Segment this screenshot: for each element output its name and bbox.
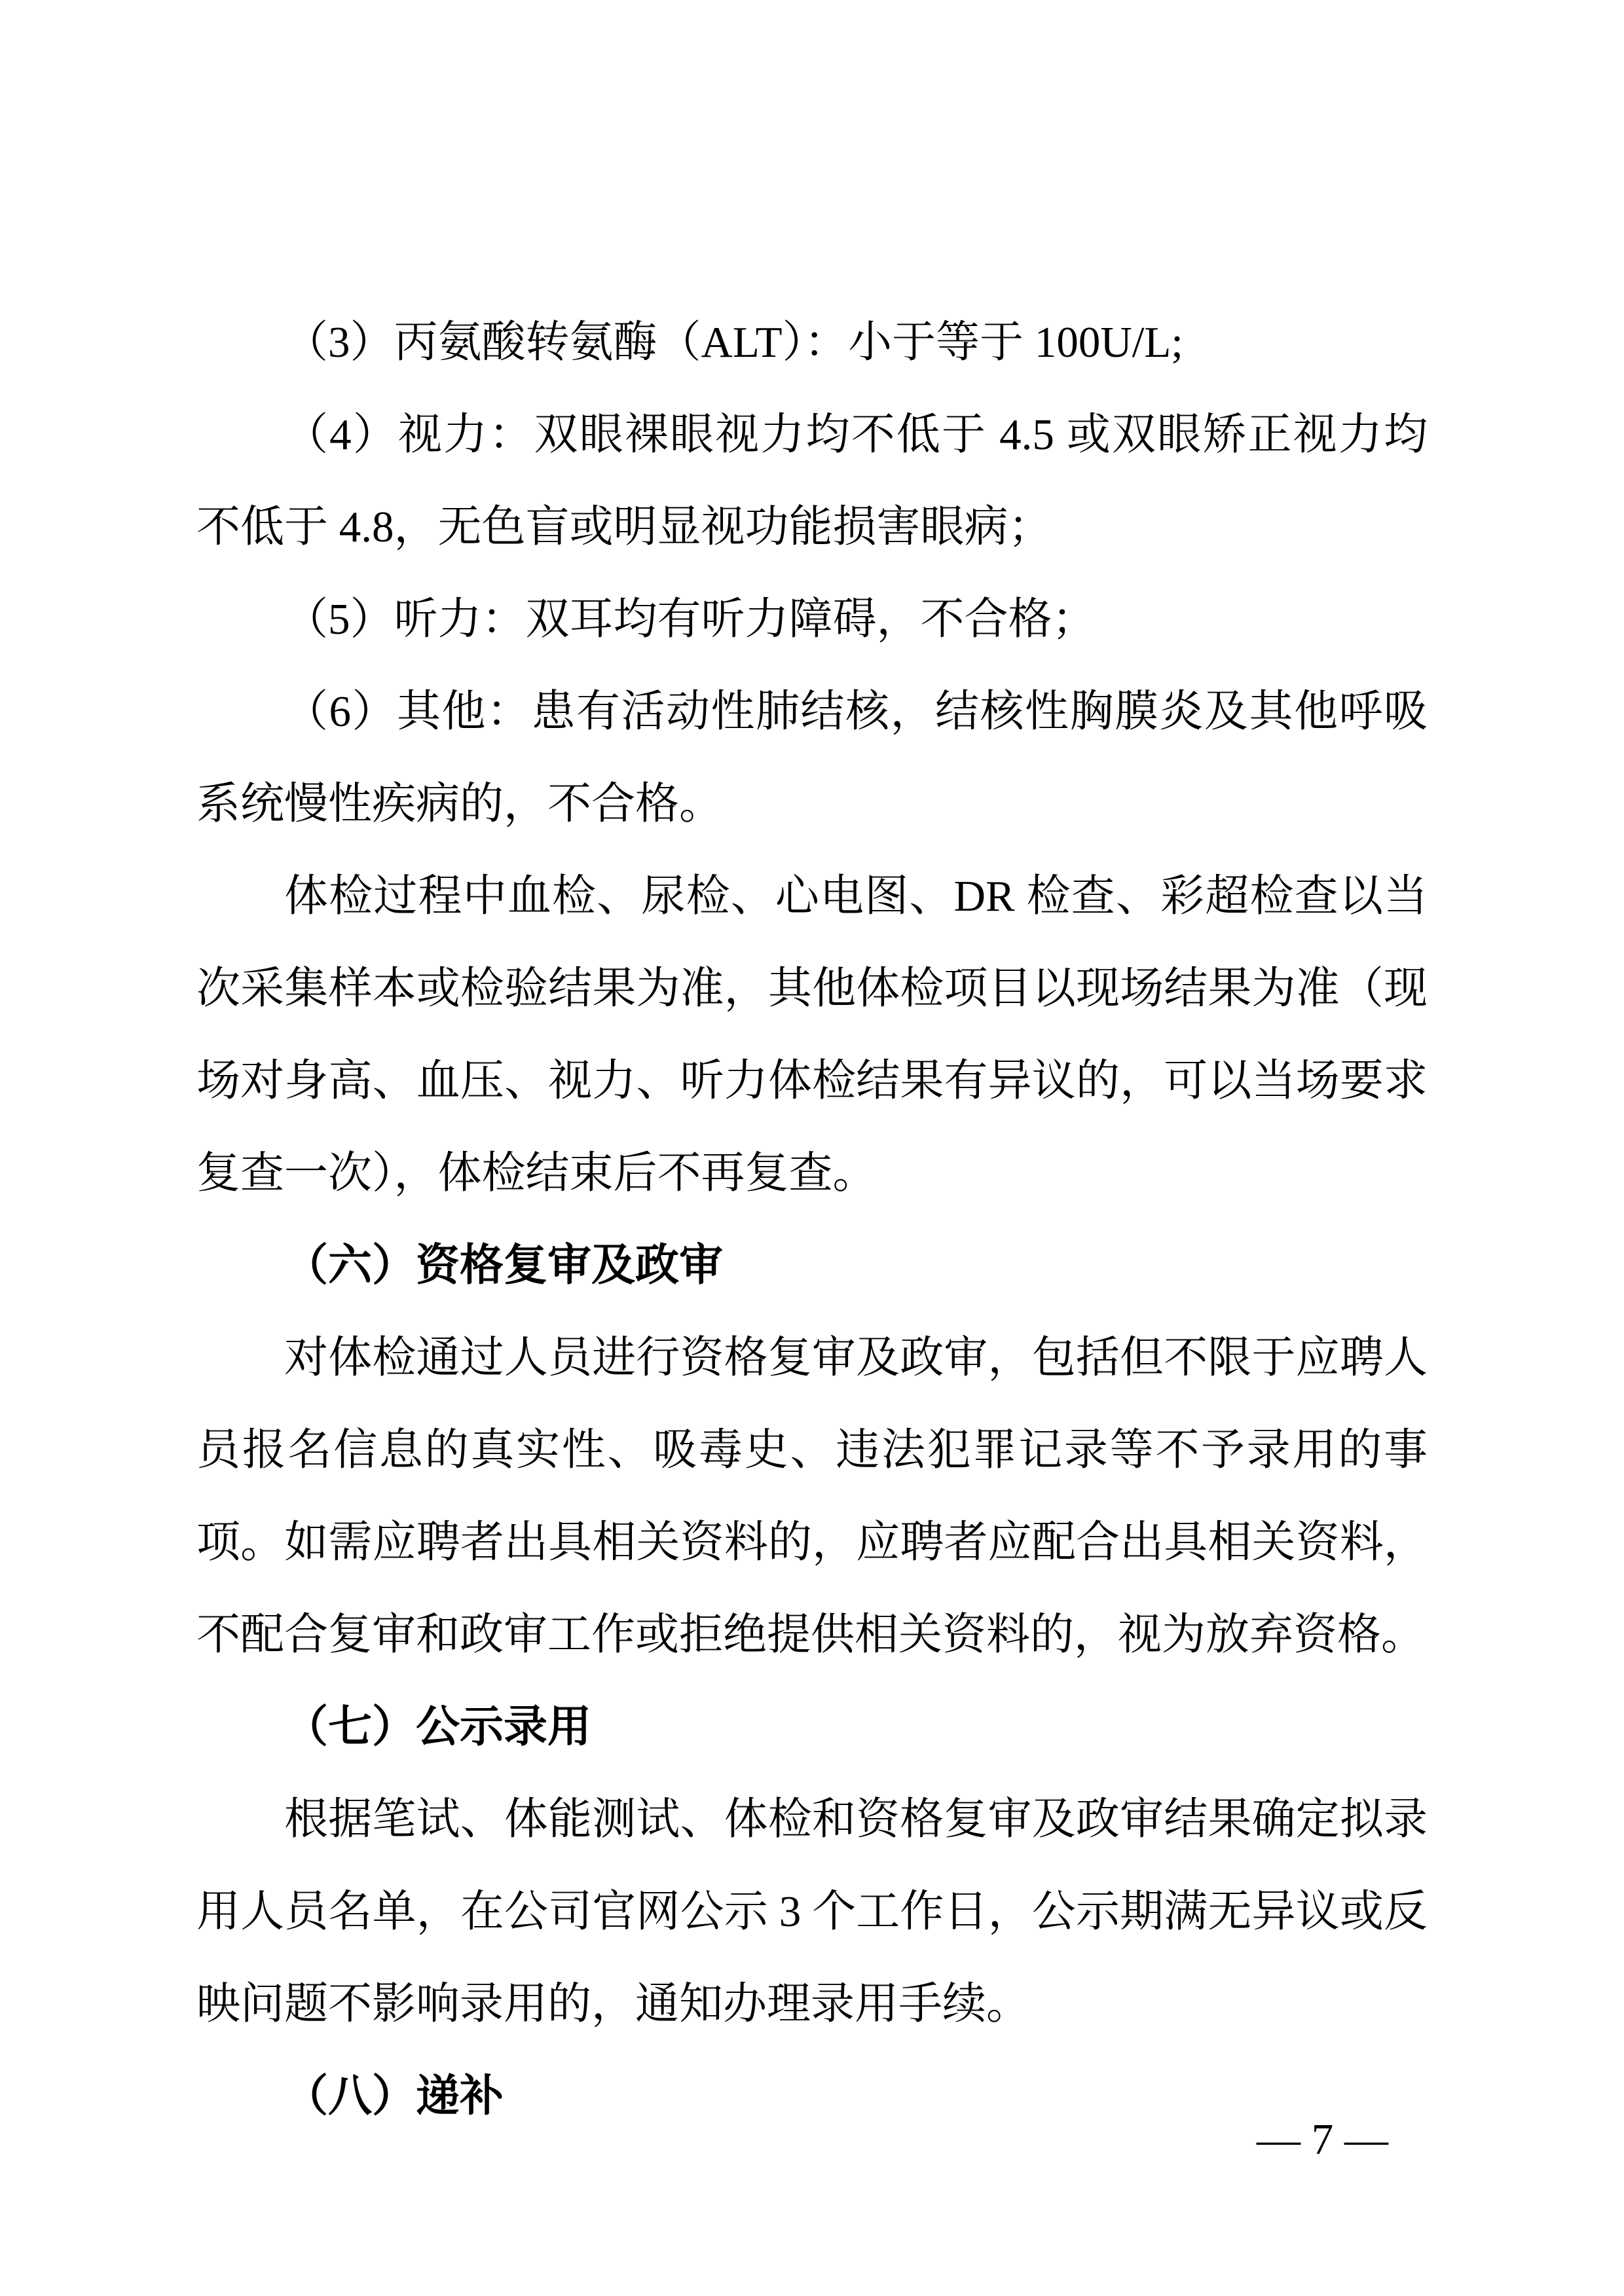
document-body <box>196 297 1428 2143</box>
page-number: — 7 — <box>1257 2115 1388 2164</box>
clause-6-other: （6）其他：患有活动性肺结核，结核性胸膜炎及其他呼吸系统慢性疾病的，不合格。 <box>196 687 1428 828</box>
public-announcement-paragraph: 根据笔试、体能测试、体检和资格复审及政审结果确定拟录用人员名单，在公司官网公示 3 个工作日，公示期满无异议或反映问题不影响录用的，通知办理录用手续。 <box>196 1795 1428 2028</box>
heading-section-8: （八）递补 <box>284 2072 504 2121</box>
clause-4-vision: （4）视力：双眼裸眼视力均不低于 4.5 或双眼矫正视力均不低于 4.8，无色盲或明显视功能损害眼病； <box>196 410 1428 551</box>
heading-section-7: （七）公示录用 <box>284 1703 591 1751</box>
qualification-review-paragraph: 对体检通过人员进行资格复审及政审，包括但不限于应聘人员报名信息的真实性、吸毒史、违法犯罪记录等不予录用的事项。如需应聘者出具相关资料的，应聘者应配合出具相关资料，不配合复审和政审工作或拒绝提供相关资料的，视为放弃资格。 <box>196 1334 1428 1659</box>
clause-5-hearing: （5）听力：双耳均有听力障碍，不合格； <box>284 595 1096 644</box>
heading-section-6: （六）资格复审及政审 <box>284 1241 723 1290</box>
clause-3-alt: （3）丙氨酸转氨酶（ALT）：小于等于 100U/L; <box>284 318 1183 367</box>
medical-exam-note: 体检过程中血检、尿检、心电图、DR 检查、彩超检查以当次采集样本或检验结果为准，其他体检项目以现场结果为准（现场对身高、血压、视力、听力体检结果有异议的，可以当场要求复查一次），体检结束后不再复查。 <box>196 872 1428 1197</box>
